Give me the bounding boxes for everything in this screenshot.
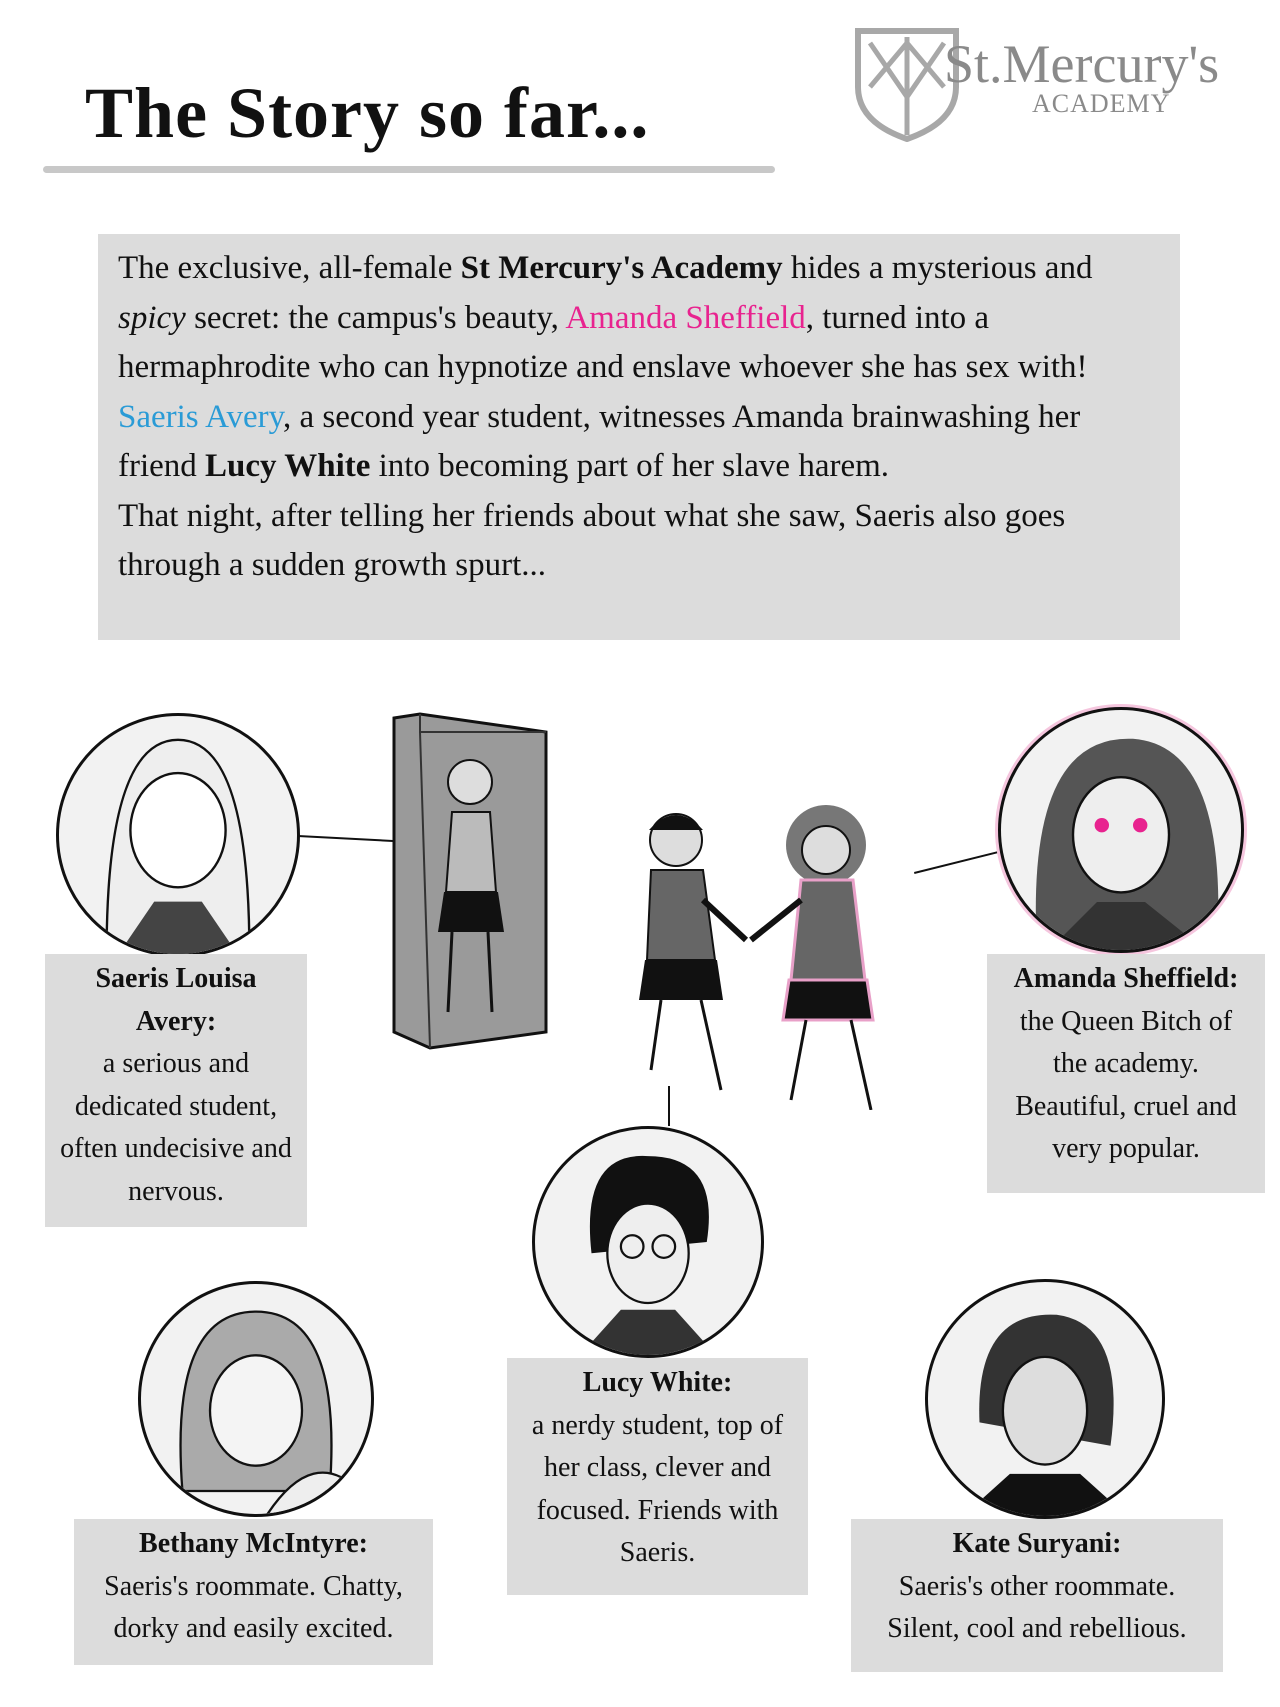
lucy-amanda-illustration: [631, 800, 961, 1110]
character-description: a serious and dedicated student, often undecisive and nervous.: [60, 1048, 292, 1207]
title-underline: [43, 166, 775, 173]
character-name: Saeris Louisa Avery:: [95, 963, 257, 1037]
kate-portrait: [925, 1279, 1165, 1519]
page-title: The Story so far...: [85, 73, 650, 153]
lucy-portrait: [532, 1126, 764, 1358]
text: That night, after telling her friends about what she saw, Saeris also goes through a sudden growth spurt...: [118, 497, 1066, 583]
story-summary: [98, 234, 1180, 640]
character-card-bethany: [74, 1519, 433, 1665]
character-name: Bethany McIntyre:: [139, 1528, 368, 1559]
amanda-name-highlight: Amanda Sheffield: [565, 299, 806, 336]
text: The exclusive, all-female: [118, 250, 461, 286]
character-description: the Queen Bitch of the academy. Beautiful, cruel and very popular.: [1015, 1005, 1237, 1164]
text: , turned into a hermaphrodite who can hypnotize and enslave whoever she has sex with!: [118, 299, 1088, 385]
amanda-portrait: [998, 707, 1244, 953]
text: into becoming part of her slave harem.: [370, 448, 890, 484]
character-name: Kate Suryani:: [952, 1528, 1122, 1559]
character-card-kate: [851, 1519, 1223, 1672]
character-card-saeris: [45, 954, 307, 1227]
academy-name: St Mercury's Academy: [460, 250, 783, 286]
glass-tube-illustration: [390, 712, 550, 1052]
academy-logo: [852, 27, 1264, 142]
character-name: Amanda Sheffield:: [1013, 963, 1239, 994]
logo-name: St.Mercury's: [944, 34, 1220, 94]
character-description: Saeris's roommate. Chatty, dorky and easily excited.: [104, 1570, 403, 1644]
lucy-name: Lucy White: [205, 448, 371, 484]
saeris-portrait: [56, 713, 300, 957]
saeris-name-highlight: Saeris Avery: [118, 398, 283, 435]
character-description: Saeris's other roommate. Silent, cool and rebellious.: [887, 1570, 1187, 1644]
logo-subtitle: ACADEMY: [1032, 89, 1171, 118]
text-italic: spicy: [118, 299, 186, 336]
text: secret: the campus's beauty,: [185, 299, 566, 336]
character-description: a nerdy student, top of her class, clever and focused. Friends with Saeris.: [531, 1409, 784, 1568]
text: , a second year student, witnesses Amanda brainwashing her friend: [118, 398, 1081, 484]
text: hides a mysterious and: [782, 250, 1093, 286]
character-card-amanda: [987, 954, 1265, 1193]
bethany-portrait: [138, 1281, 374, 1517]
character-name: Lucy White:: [582, 1367, 733, 1398]
character-card-lucy: [507, 1358, 808, 1595]
